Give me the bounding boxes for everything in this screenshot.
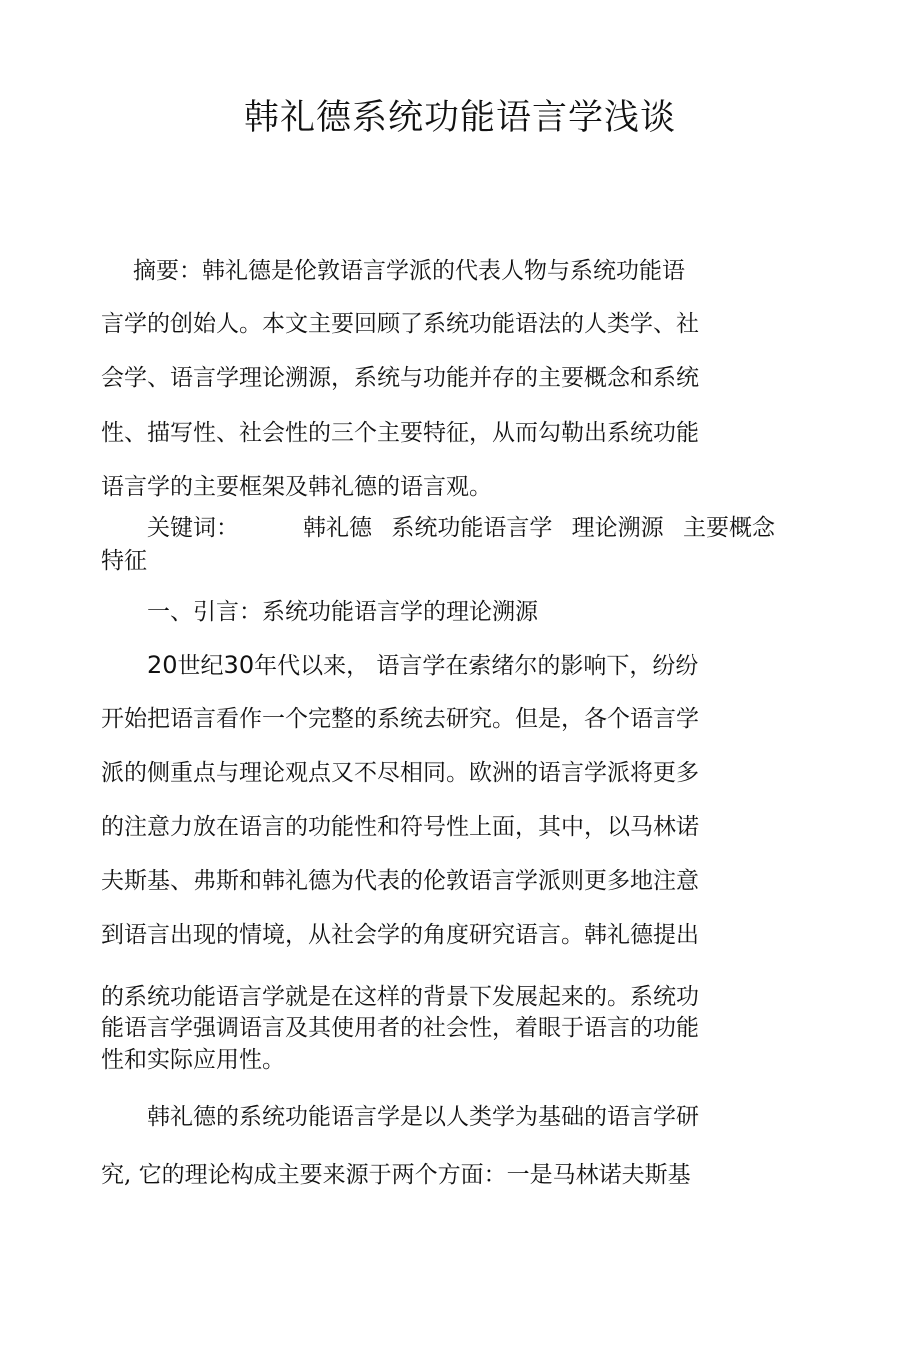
paragraph-line-6: 到语言出现的情境，从社会学的角度研究语言。韩礼德提出 (101, 922, 699, 948)
paragraph-line-2: 开始把语言看作一个完整的系统去研究。但是，各个语言学 (101, 706, 699, 732)
section-heading: 一、引言：系统功能语言学的理论溯源 (147, 599, 538, 625)
paragraph2-line-2: 究, 它的理论构成主要来源于两个方面：一是马林诺夫斯基 (101, 1162, 691, 1188)
abstract-line-4: 性、描写性、社会性的三个主要特征，从而勾勒出系统功能 (101, 420, 699, 446)
keyword: 理论溯源 (571, 515, 664, 541)
decade-number: 30 (223, 651, 255, 679)
abstract-line-1: 摘要：韩礼德是伦敦语言学派的代表人物与系统功能语 (133, 258, 685, 284)
keywords-list (303, 513, 775, 543)
keyword-wrap: 特征 (101, 548, 147, 574)
paragraph-line-8: 能语言学强调语言及其使用者的社会性，着眼于语言的功能 (101, 1015, 699, 1041)
abstract-line-5: 语言学的主要框架及韩礼德的语言观。 (101, 474, 492, 500)
paragraph-line-3: 派的侧重点与理论观点又不尽相同。欧洲的语言学派将更多 (101, 760, 699, 786)
abstract-line-3: 会学、语言学理论溯源，系统与功能并存的主要概念和系统 (101, 365, 699, 391)
paragraph2-line-1: 韩礼德的系统功能语言学是以人类学为基础的语言学研 (147, 1104, 699, 1130)
keyword: 系统功能语言学 (391, 515, 553, 541)
paragraph-line-5: 夫斯基、弗斯和韩礼德为代表的伦敦语言学派则更多地注意 (101, 868, 699, 894)
keyword: 韩礼德 (303, 515, 372, 541)
paragraph-line-9: 性和实际应用性。 (101, 1047, 285, 1073)
paragraph-line-4: 的注意力放在语言的功能性和符号性上面，其中，以马林诺 (101, 814, 699, 840)
page-title: 韩礼德系统功能语言学浅谈 (243, 98, 676, 138)
keywords-label: 关键词： (147, 515, 239, 541)
abstract-line-2: 言学的创始人。本文主要回顾了系统功能语法的人类学、社 (101, 311, 699, 337)
paragraph-line-1: 20世纪30年代以来， 语言学在索绪尔的影响下，纷纷 (147, 651, 699, 679)
paragraph-line-7: 的系统功能语言学就是在这样的背景下发展起来的。系统功 (101, 984, 699, 1010)
keyword: 主要概念 (682, 515, 775, 541)
year-number: 20 (147, 651, 178, 679)
